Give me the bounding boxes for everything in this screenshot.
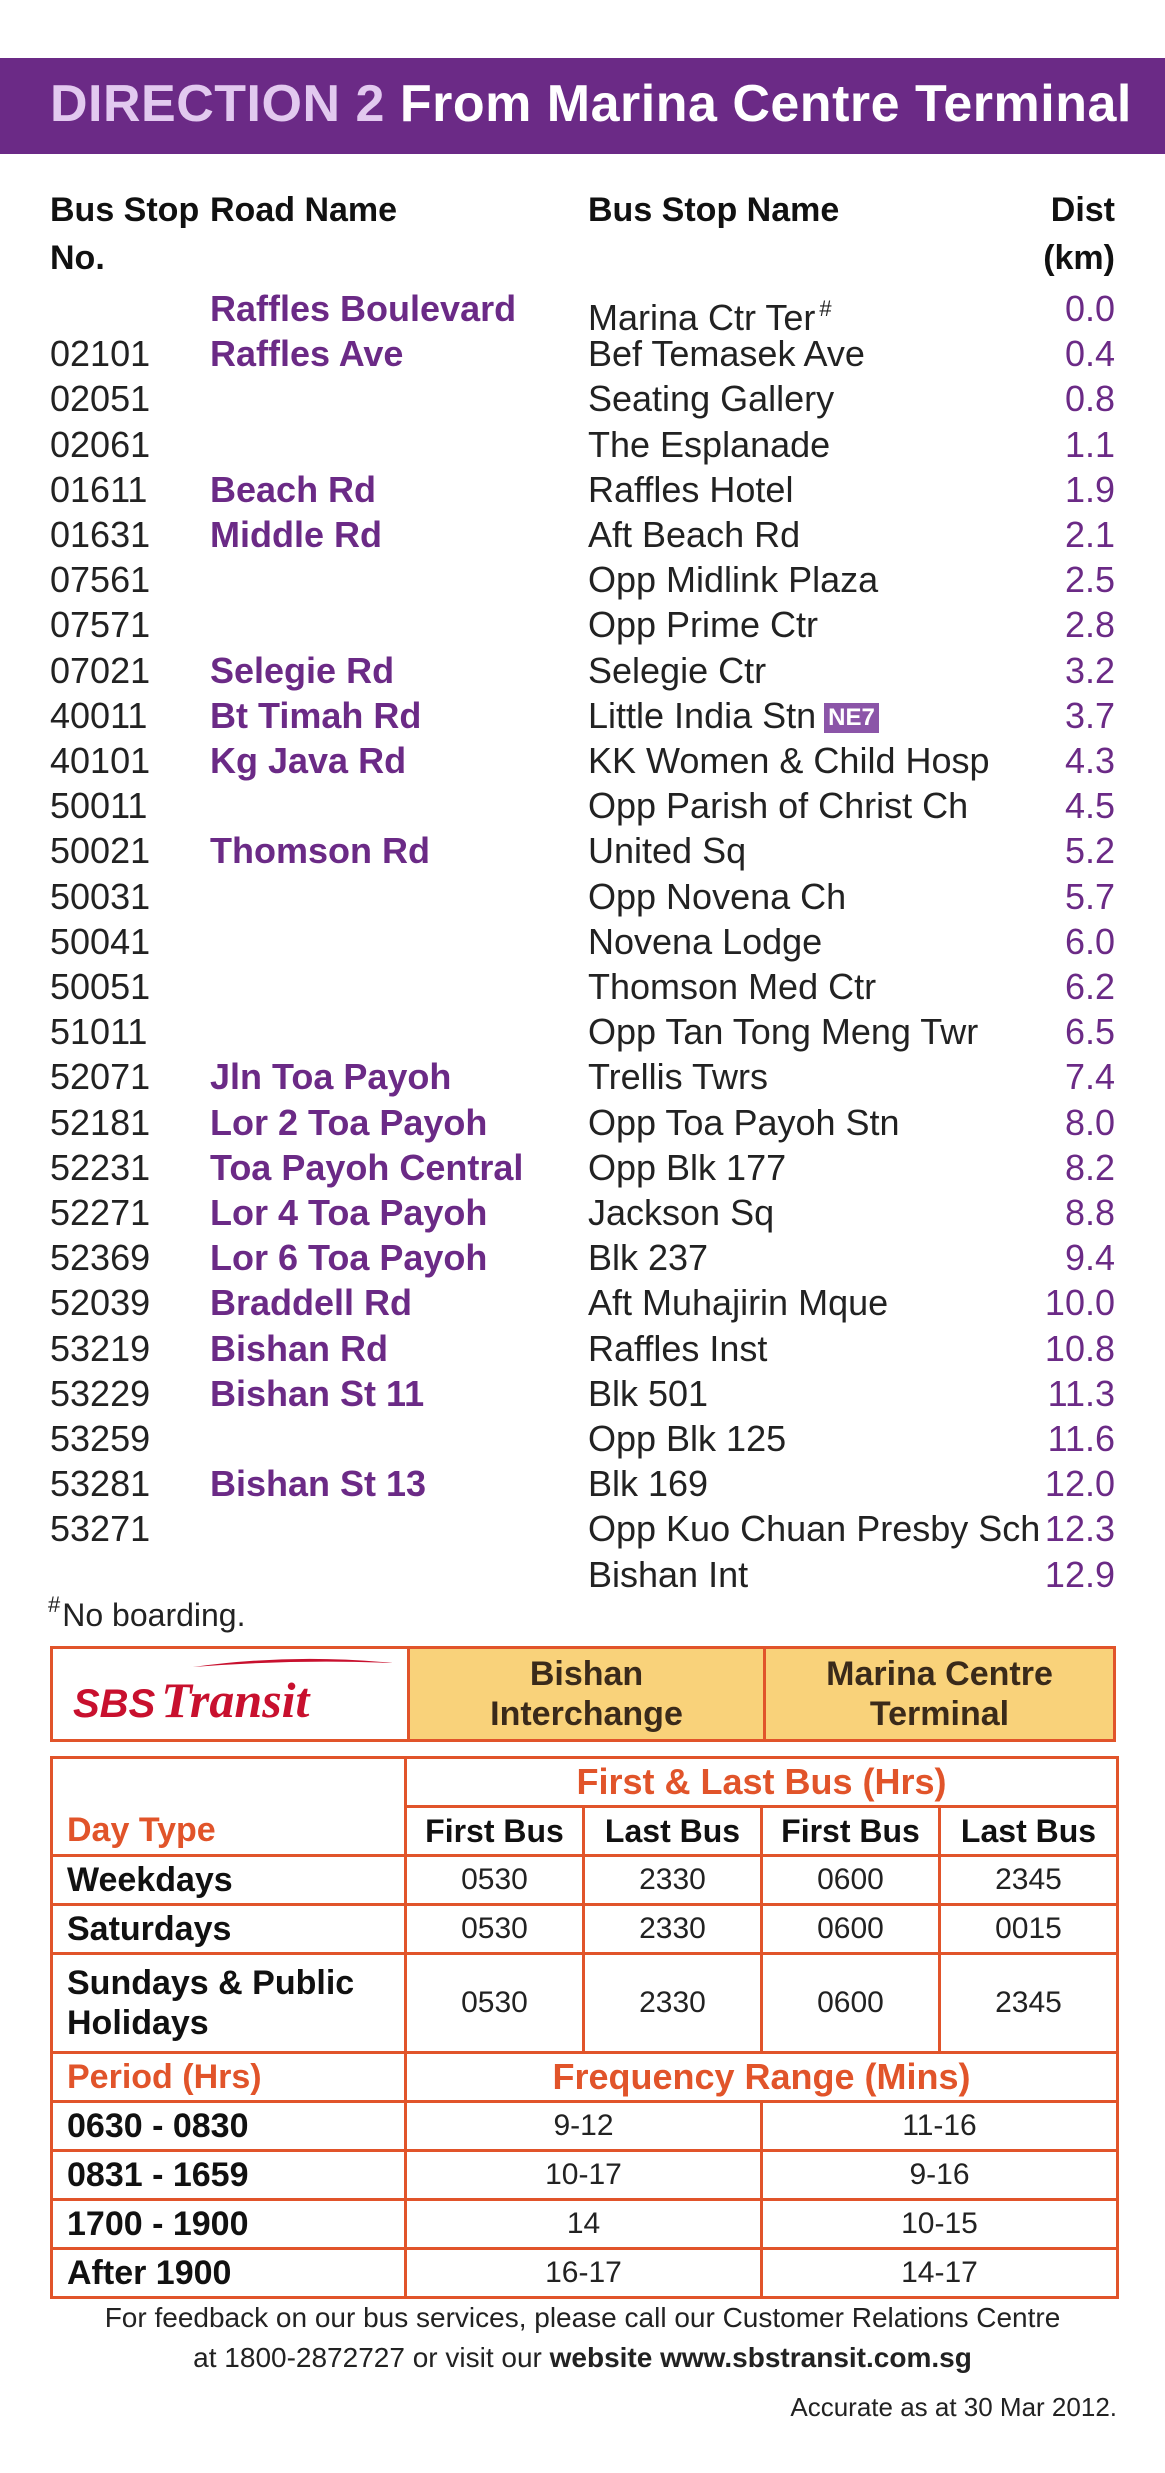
stop-name-cell xyxy=(588,512,800,557)
stop-number: 07561 xyxy=(50,559,151,601)
distance-km: 6.0 xyxy=(1064,920,1115,962)
freq-marina: 9-16 xyxy=(762,2151,1118,2200)
distance-km: 2.8 xyxy=(1064,604,1115,646)
logo-transit: Transit xyxy=(161,1672,310,1728)
road-name: Selegie Rd xyxy=(210,649,395,691)
time-cell: 2330 xyxy=(584,1905,762,1954)
freq-bishan: 16-17 xyxy=(406,2249,762,2298)
stop-name-cell xyxy=(588,1461,708,1506)
stop-name: United Sq xyxy=(588,830,747,872)
road-name: Bishan St 13 xyxy=(210,1463,427,1505)
stop-name-cell xyxy=(588,693,879,738)
mrt-station-badge: NE7 xyxy=(824,703,879,733)
stop-name: Aft Muhajirin Mque xyxy=(588,1282,889,1324)
feedback-phone-text: at 1800-2872727 or visit our xyxy=(193,2342,550,2373)
stop-number: 53281 xyxy=(50,1463,151,1505)
stop-name-cell xyxy=(588,422,830,467)
road-name: Braddell Rd xyxy=(210,1282,413,1324)
stop-name-cell xyxy=(588,1054,768,1099)
stop-row xyxy=(0,376,1165,421)
freq-bishan: 10-17 xyxy=(406,2151,762,2200)
distance-km: 8.8 xyxy=(1064,1192,1115,1233)
stop-row xyxy=(0,964,1165,1009)
stop-name-cell xyxy=(588,1506,1040,1551)
stop-name: Seating Gallery xyxy=(588,378,835,420)
stop-number: 53229 xyxy=(50,1372,151,1414)
stop-row xyxy=(0,512,1165,557)
feedback-line-2 xyxy=(0,2342,1165,2374)
stop-name: Opp Midlink Plaza xyxy=(588,559,879,601)
terminal-marina-line2: Terminal xyxy=(869,1695,1010,1733)
road-name: Lor 6 Toa Payoh xyxy=(210,1237,488,1279)
stop-name: Blk 501 xyxy=(588,1372,709,1414)
stop-row xyxy=(0,738,1165,783)
distance-km: 11.6 xyxy=(1047,1418,1115,1459)
road-name: Thomson Rd xyxy=(210,830,430,872)
stop-name-cell xyxy=(588,1326,767,1371)
freq-bishan: 14 xyxy=(406,2200,762,2249)
note-text: No boarding. xyxy=(62,1597,246,1633)
road-name: Bishan Rd xyxy=(210,1327,389,1369)
stop-name-cell xyxy=(588,1145,786,1190)
distance-km: 12.3 xyxy=(1044,1508,1115,1550)
stop-number: 52039 xyxy=(50,1282,151,1324)
frequency-title: Frequency Range (Mins) xyxy=(406,2053,1118,2102)
stop-name: Opp Parish of Christ Ch xyxy=(588,785,969,827)
logo-swoosh-icon xyxy=(193,1657,393,1669)
stop-number: 07571 xyxy=(50,604,151,646)
stop-name-cell xyxy=(588,738,990,783)
stop-name: Bishan Int xyxy=(588,1553,749,1595)
stop-name: Opp Tan Tong Meng Twr xyxy=(588,1011,979,1053)
stop-name-cell xyxy=(588,331,865,376)
stop-name: Opp Kuo Chuan Presby Sch xyxy=(588,1508,1041,1550)
stop-number: 02051 xyxy=(50,378,151,420)
stop-number: 02061 xyxy=(50,423,151,465)
road-name: Raffles Ave xyxy=(210,333,404,375)
time-cell: 0600 xyxy=(762,1954,940,2053)
freq-marina: 10-15 xyxy=(762,2200,1118,2249)
stop-name-cell xyxy=(588,783,968,828)
stop-name: Thomson Med Ctr xyxy=(588,966,877,1007)
stop-name: The Esplanade xyxy=(588,423,831,465)
stop-name: Jackson Sq xyxy=(588,1192,775,1233)
period-row-label: 0630 - 0830 xyxy=(52,2102,406,2151)
stop-number: 53219 xyxy=(50,1327,151,1369)
stop-row xyxy=(0,1190,1165,1235)
stop-name-cell xyxy=(588,964,876,1009)
stop-row xyxy=(0,828,1165,873)
note-mark: # xyxy=(48,1592,61,1617)
stop-row xyxy=(0,1054,1165,1099)
stop-number: 52071 xyxy=(50,1056,151,1098)
time-cell: 2345 xyxy=(940,1856,1118,1905)
distance-km: 5.7 xyxy=(1064,875,1115,917)
stop-name: Raffles Hotel xyxy=(588,468,794,510)
stop-name-cell xyxy=(588,1280,888,1325)
header-stop-no-line2: No. xyxy=(50,239,105,277)
stop-row xyxy=(0,1326,1165,1371)
stop-row xyxy=(0,1009,1165,1054)
stop-number: 50011 xyxy=(50,785,148,827)
stop-row xyxy=(0,331,1165,376)
road-name: Toa Payoh Central xyxy=(210,1146,524,1188)
stop-name: Selegie Ctr xyxy=(588,649,767,691)
stop-name: Opp Toa Payoh Stn xyxy=(588,1101,900,1143)
stop-row xyxy=(0,874,1165,919)
header-stop-no xyxy=(50,186,199,282)
stop-number: 52369 xyxy=(50,1237,151,1279)
distance-km: 1.9 xyxy=(1064,468,1115,510)
time-cell: 0600 xyxy=(762,1856,940,1905)
stop-name: Raffles Inst xyxy=(588,1327,768,1369)
distance-km: 4.3 xyxy=(1064,740,1115,781)
road-name: Jln Toa Payoh xyxy=(210,1056,452,1098)
direction-banner xyxy=(0,58,1165,154)
terminal-bishan-line1: Bishan xyxy=(529,1655,644,1693)
day-saturdays: Saturdays xyxy=(52,1905,406,1954)
stop-row xyxy=(0,693,1165,738)
schedule-table xyxy=(50,1756,1119,2299)
day-sundays-line2: Holidays xyxy=(67,2004,209,2042)
stop-row xyxy=(0,1552,1165,1597)
stop-number: 51011 xyxy=(50,1011,148,1053)
stop-number: 52181 xyxy=(50,1101,151,1143)
stop-name: Blk 237 xyxy=(588,1237,709,1279)
accuracy-date: Accurate as at 30 Mar 2012. xyxy=(790,2392,1117,2422)
road-name: Middle Rd xyxy=(210,514,382,555)
distance-km: 4.5 xyxy=(1064,785,1115,827)
stop-row xyxy=(0,783,1165,828)
distance-km: 3.2 xyxy=(1064,649,1115,691)
banner-title xyxy=(50,74,1132,134)
stop-number: 53271 xyxy=(50,1508,151,1550)
distance-km: 9.4 xyxy=(1064,1237,1115,1279)
logo-sbs: SBS xyxy=(73,1682,156,1726)
distance-km: 1.1 xyxy=(1064,423,1115,465)
time-cell: 0530 xyxy=(406,1954,584,2053)
no-boarding-note xyxy=(48,1592,245,1634)
road-name: Beach Rd xyxy=(210,468,377,510)
stop-name: Opp Blk 125 xyxy=(588,1418,787,1459)
direction-label: DIRECTION 2 xyxy=(50,75,385,133)
freq-marina: 11-16 xyxy=(762,2102,1118,2151)
stop-number: 02101 xyxy=(50,333,151,375)
stop-row xyxy=(0,286,1165,338)
stop-name-cell xyxy=(588,1235,708,1280)
stop-name: Aft Beach Rd xyxy=(588,514,801,555)
bishan-last-bus-header: Last Bus xyxy=(584,1807,762,1856)
distance-km: 6.5 xyxy=(1064,1011,1115,1053)
road-name: Bt Timah Rd xyxy=(210,694,422,736)
stop-row xyxy=(0,1145,1165,1190)
stop-number: 50051 xyxy=(50,966,151,1007)
stop-row xyxy=(0,1506,1165,1551)
stop-number: 07021 xyxy=(50,649,151,691)
stop-number: 50031 xyxy=(50,875,151,917)
stop-row xyxy=(0,1371,1165,1416)
stop-name-cell xyxy=(588,376,834,421)
bishan-first-bus-header: First Bus xyxy=(406,1807,584,1856)
stop-name-cell xyxy=(588,1100,900,1145)
direction-title: From Marina Centre Terminal xyxy=(399,75,1132,133)
stop-name: Trellis Twrs xyxy=(588,1056,768,1098)
distance-km: 10.8 xyxy=(1044,1327,1115,1369)
stop-row xyxy=(0,1100,1165,1145)
stop-name: KK Women & Child Hosp xyxy=(588,740,990,781)
road-name: Kg Java Rd xyxy=(210,740,407,781)
stop-number: 53259 xyxy=(50,1418,151,1459)
no-boarding-mark: # xyxy=(819,296,832,321)
header-stop-no-line1: Bus Stop xyxy=(50,191,200,229)
stop-row xyxy=(0,557,1165,602)
distance-km: 7.4 xyxy=(1064,1056,1115,1098)
distance-km: 12.0 xyxy=(1044,1463,1115,1505)
stop-name: Opp Prime Ctr xyxy=(588,604,819,646)
freq-bishan: 9-12 xyxy=(406,2102,762,2151)
day-type-label: Day Type xyxy=(52,1807,406,1856)
terminal-bishan-line2: Interchange xyxy=(490,1695,683,1733)
stop-name-cell xyxy=(588,919,822,964)
distance-km: 0.4 xyxy=(1064,333,1115,375)
time-cell: 0600 xyxy=(762,1905,940,1954)
period-row-label: After 1900 xyxy=(52,2249,406,2298)
stop-number: 40011 xyxy=(50,694,148,736)
stop-name-cell xyxy=(588,648,766,693)
stop-name: Marina Ctr Ter xyxy=(588,297,816,338)
distance-km: 8.0 xyxy=(1064,1101,1115,1143)
time-cell: 0530 xyxy=(406,1856,584,1905)
distance-km: 6.2 xyxy=(1064,966,1115,1007)
stop-number: 01611 xyxy=(50,468,148,510)
feedback-line-1: For feedback on our bus services, please call our Customer Relations Centre xyxy=(104,2302,1061,2333)
day-sundays-holidays xyxy=(52,1954,406,2053)
stop-row xyxy=(0,467,1165,512)
feedback-website-link[interactable]: website www.sbstransit.com.sg xyxy=(549,2342,972,2373)
stop-number: 52231 xyxy=(50,1146,151,1188)
distance-km: 2.1 xyxy=(1064,514,1115,555)
road-name: Raffles Boulevard xyxy=(210,288,517,329)
first-last-bus-title: First & Last Bus (Hrs) xyxy=(406,1758,1118,1807)
header-dist-line2: (km) xyxy=(1043,239,1115,277)
stop-name-cell xyxy=(588,557,878,602)
day-sundays-line1: Sundays & Public xyxy=(67,1964,355,2002)
road-name: Lor 4 Toa Payoh xyxy=(210,1192,488,1233)
distance-km: 0.8 xyxy=(1064,378,1115,420)
stop-row xyxy=(0,648,1165,693)
freq-marina: 14-17 xyxy=(762,2249,1118,2298)
stop-row xyxy=(0,1235,1165,1280)
period-label: Period (Hrs) xyxy=(52,2053,406,2102)
header-road-name: Road Name xyxy=(210,191,398,229)
time-cell: 2330 xyxy=(584,1856,762,1905)
stop-name: Bef Temasek Ave xyxy=(588,333,865,375)
stop-name: Opp Novena Ch xyxy=(588,875,847,917)
stop-number: 50021 xyxy=(50,830,151,872)
period-row-label: 1700 - 1900 xyxy=(52,2200,406,2249)
stop-number: 50041 xyxy=(50,920,151,962)
time-cell: 0015 xyxy=(940,1905,1118,1954)
stop-row xyxy=(0,1280,1165,1325)
stop-number: 52271 xyxy=(50,1192,151,1233)
stop-name: Opp Blk 177 xyxy=(588,1146,787,1188)
stop-name: Little India Stn xyxy=(588,694,817,736)
stop-number: 01631 xyxy=(50,514,151,555)
stop-name: Novena Lodge xyxy=(588,920,823,962)
stop-row xyxy=(0,1416,1165,1461)
distance-km: 10.0 xyxy=(1044,1282,1115,1324)
marina-first-bus-header: First Bus xyxy=(762,1807,940,1856)
stop-row xyxy=(0,602,1165,647)
stop-name-cell xyxy=(588,1009,978,1054)
header-dist-line1: Dist xyxy=(1050,191,1115,229)
stop-name-cell xyxy=(588,828,746,873)
distance-km: 0.0 xyxy=(1064,288,1115,329)
sbs-transit-logo xyxy=(73,1671,309,1729)
distance-km: 8.2 xyxy=(1064,1146,1115,1188)
stop-name-cell xyxy=(588,602,818,647)
stop-name: Blk 169 xyxy=(588,1463,709,1505)
distance-km: 2.5 xyxy=(1064,559,1115,601)
road-name: Lor 2 Toa Payoh xyxy=(210,1101,488,1143)
distance-km: 3.7 xyxy=(1064,694,1115,736)
day-weekdays: Weekdays xyxy=(52,1856,406,1905)
time-cell: 2330 xyxy=(584,1954,762,2053)
marina-last-bus-header: Last Bus xyxy=(940,1807,1118,1856)
time-cell: 2345 xyxy=(940,1954,1118,2053)
stop-name-cell xyxy=(588,1190,774,1235)
schedule-corner xyxy=(52,1758,406,1807)
terminal-marina xyxy=(763,1649,1113,1739)
stop-name-cell xyxy=(588,874,846,919)
header-stop-name: Bus Stop Name xyxy=(588,191,840,229)
stop-name-cell xyxy=(588,1552,748,1597)
terminal-header xyxy=(50,1646,1116,1742)
operator-logo-cell xyxy=(53,1649,407,1739)
distance-km: 11.3 xyxy=(1047,1372,1115,1414)
stop-name-cell xyxy=(588,467,793,512)
stop-name-cell xyxy=(588,1371,708,1416)
stop-row xyxy=(0,1461,1165,1506)
stop-name-cell xyxy=(588,1416,786,1461)
stop-row xyxy=(0,422,1165,467)
stop-number: 40101 xyxy=(50,740,151,781)
header-dist xyxy=(1043,186,1115,282)
time-cell: 0530 xyxy=(406,1905,584,1954)
stop-row xyxy=(0,919,1165,964)
road-name: Bishan St 11 xyxy=(210,1372,425,1414)
distance-km: 5.2 xyxy=(1064,830,1115,872)
period-row-label: 0831 - 1659 xyxy=(52,2151,406,2200)
terminal-marina-line1: Marina Centre xyxy=(826,1655,1053,1693)
terminal-bishan xyxy=(407,1649,763,1739)
distance-km: 12.9 xyxy=(1044,1553,1115,1595)
